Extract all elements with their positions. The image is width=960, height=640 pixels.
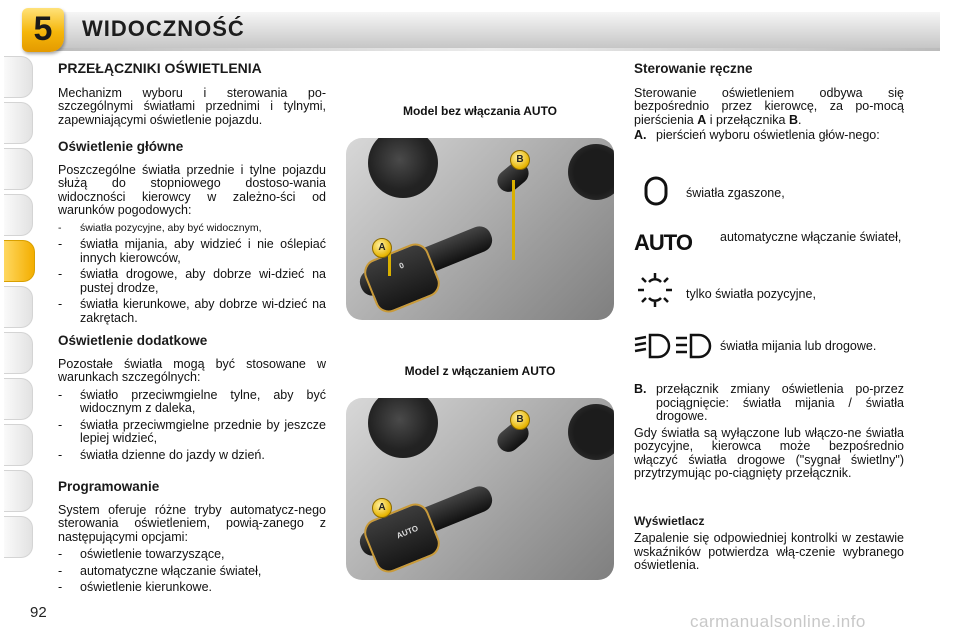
chapter-tab-4[interactable] xyxy=(4,194,33,236)
list-item: - światła drogowe, aby dobrze wi-dzieć na pustej drodze, xyxy=(58,268,326,295)
additional-lighting-list xyxy=(58,389,326,463)
switch-photo-with-auto xyxy=(346,398,614,580)
leader-line-b xyxy=(512,180,515,260)
watermark: carmanualsonline.info xyxy=(690,612,866,631)
off-icon xyxy=(642,176,670,211)
label-b: B xyxy=(510,150,530,170)
dial-zero-mark: 0 xyxy=(397,260,406,271)
programming-heading: Programowanie xyxy=(58,479,160,494)
main-lighting-heading: Oświetlenie główne xyxy=(58,139,184,154)
headlights-label: światła mijania lub drogowe. xyxy=(720,339,877,353)
flash-paragraph: Gdy światła są wyłączone lub włączo-ne światła pozycyjne, kierowca może bezpośrednio włączyć światła drogowe ("sygnał świetlny") przytrzymując po-ciągnięty przełącznik. xyxy=(634,425,904,480)
air-vent xyxy=(368,138,438,198)
list-item: - światła pozycyjne, aby być widocznym, xyxy=(58,222,326,236)
chapter-tab-9[interactable] xyxy=(4,424,33,466)
item-a-text: pierścień wyboru oświetlenia głów-nego: xyxy=(656,128,880,142)
intro-text: i przełącznika xyxy=(706,112,789,127)
list-item: - światła dzienne do jazdy w dzień. xyxy=(58,449,326,463)
item-a xyxy=(634,129,904,143)
intro-ref-b: B xyxy=(788,112,798,127)
item-b xyxy=(634,383,904,424)
off-label: światła zgaszone, xyxy=(686,186,785,200)
chapter-title: WIDOCZNOŚĆ xyxy=(82,16,245,41)
caption-model-with-auto: Model z włączaniem AUTO xyxy=(404,364,556,378)
programming-list xyxy=(58,548,326,595)
chapter-tab-7[interactable] xyxy=(4,332,33,374)
intro-text: . xyxy=(797,112,802,127)
additional-lighting-text: Pozostałe światła mogą być stosowane w warunkach szczególnych: xyxy=(58,356,326,384)
dial-auto-mark: AUTO xyxy=(395,523,420,541)
list-item: - światła przeciwmgielne przednie by jeszcze lepiej widzieć, xyxy=(58,419,326,446)
chapter-tab-3[interactable] xyxy=(4,148,33,190)
chapter-tab-1[interactable] xyxy=(4,56,33,98)
sidelights-icon xyxy=(636,272,674,313)
sidelights-label: tylko światła pozycyjne, xyxy=(686,287,816,301)
main-lighting-list xyxy=(58,222,326,326)
chapter-tab-5-active[interactable] xyxy=(4,240,35,282)
dashboard-gauge xyxy=(568,404,614,460)
chapter-tabs xyxy=(0,56,40,576)
intro-paragraph: Mechanizm wyboru i sterowania po-szczególnymi światłami przednimi i tylnymi, zapewniającymi oświetlenie pojazdu. xyxy=(58,85,326,127)
item-b-label: B. xyxy=(634,382,647,396)
manual-control-heading: Sterowanie ręczne xyxy=(634,61,753,76)
intro-text: Sterowanie oświetleniem odbywa się bezpośrednio przez kierowcę, za po-mocą pierścienia xyxy=(634,85,904,127)
display-heading: Wyświetlacz xyxy=(634,513,705,528)
chapter-tab-6[interactable] xyxy=(4,286,33,328)
page-number: 92 xyxy=(30,604,47,621)
item-a-label: A. xyxy=(634,128,647,142)
dashboard-gauge xyxy=(568,144,614,200)
programming-text: System oferuje różne tryby automatycz-nego sterowania oświetleniem, powią-zanego z następującymi opcjami: xyxy=(58,502,326,544)
list-item: - światła kierunkowe, aby dobrze wi-dzieć na zakrętach. xyxy=(58,298,326,325)
list-item: - automatyczne włączanie świateł, xyxy=(58,565,326,579)
additional-lighting-heading: Oświetlenie dodatkowe xyxy=(58,333,208,348)
display-text: Zapalenie się odpowiedniej kontrolki w zestawie wskaźników potwierdza włą-czenie wybranego oświetlenia. xyxy=(634,531,904,572)
headlights-icon xyxy=(634,333,714,364)
caption-model-without-auto: Model bez włączania AUTO xyxy=(402,104,558,118)
section-heading-switches: PRZEŁĄCZNIKI OŚWIETLENIA xyxy=(58,60,262,76)
list-item: - oświetlenie kierunkowe. xyxy=(58,581,326,595)
list-item: - światło przeciwmgielne tylne, aby być widocznym z daleka, xyxy=(58,389,326,416)
chapter-header xyxy=(0,0,960,54)
label-a: A xyxy=(372,498,392,518)
list-item: - światła mijania, aby widzieć i nie oślepiać innych kierowców, xyxy=(58,238,326,265)
chapter-tab-10[interactable] xyxy=(4,470,33,512)
chapter-tab-11[interactable] xyxy=(4,516,33,558)
right-column-bottom xyxy=(634,383,904,573)
chapter-number: 5 xyxy=(33,10,53,48)
right-column-top xyxy=(634,62,904,143)
left-column xyxy=(58,62,326,598)
label-a: A xyxy=(372,238,392,258)
switch-photo-without-auto xyxy=(346,138,614,320)
chapter-badge xyxy=(22,8,64,52)
chapter-tab-2[interactable] xyxy=(4,102,33,144)
item-b-text: przełącznik zmiany oświetlenia po-przez pociągnięcie: światła mijania / światła drogowe. xyxy=(656,382,904,423)
main-lighting-text: Poszczególne światła przednie i tylne pojazdu służą do stopniowego dostoso-wania widoczności kierowcy w zależno-ści od warunków pogodowych: xyxy=(58,162,326,217)
intro-ref-a: A xyxy=(697,112,707,127)
air-vent xyxy=(368,398,438,458)
label-b: B xyxy=(510,410,530,430)
chapter-tab-8[interactable] xyxy=(4,378,33,420)
manual-control-intro xyxy=(634,87,904,128)
auto-icon: AUTO xyxy=(634,230,692,255)
auto-label: automatyczne włączanie świateł, xyxy=(720,230,902,244)
list-item: - oświetlenie towarzyszące, xyxy=(58,548,326,562)
